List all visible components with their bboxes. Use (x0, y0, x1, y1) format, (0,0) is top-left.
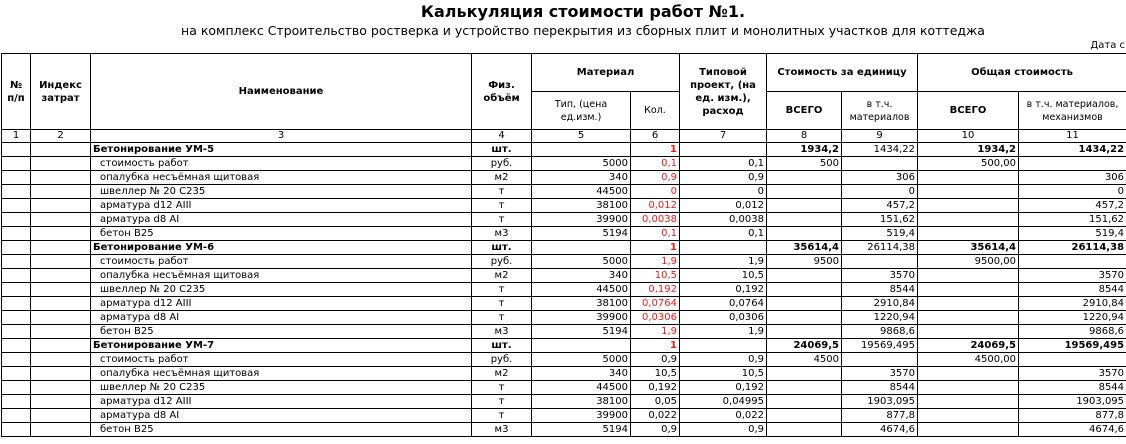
item-qty: 0,022 (631, 409, 680, 423)
item-name: арматура d8 AI (91, 409, 472, 423)
item-total (918, 283, 1019, 297)
cell-index (31, 381, 91, 395)
item-row (2, 367, 1126, 381)
item-unit-total (767, 283, 842, 297)
item-name: арматура d8 AI (91, 213, 472, 227)
header-mat-type: Тип, (цена ед.изм.) (532, 92, 631, 130)
item-unit-mat: 151,62 (842, 213, 918, 227)
column-number-row (2, 130, 1126, 143)
item-unit: м3 (472, 325, 532, 339)
item-row (2, 213, 1126, 227)
cell-num (2, 157, 31, 171)
item-total (918, 367, 1019, 381)
header-name: Наименование (91, 54, 472, 130)
item-unit: т (472, 311, 532, 325)
item-name: бетон В25 (91, 227, 472, 241)
item-total (918, 171, 1019, 185)
item-total (918, 269, 1019, 283)
section-unit-mat: 26114,38 (842, 241, 918, 255)
cell-num (2, 353, 31, 367)
item-row (2, 381, 1126, 395)
item-total-mat: 3570 (1019, 269, 1126, 283)
item-typical: 0,04995 (680, 395, 767, 409)
item-row (2, 171, 1126, 185)
item-qty: 0,192 (631, 381, 680, 395)
cell-index (31, 143, 91, 157)
item-row (2, 325, 1126, 339)
item-unit-total (767, 227, 842, 241)
item-unit-total (767, 199, 842, 213)
item-row (2, 269, 1126, 283)
item-row (2, 409, 1126, 423)
cell-index (31, 367, 91, 381)
item-unit-mat: 9868,6 (842, 325, 918, 339)
item-unit: т (472, 185, 532, 199)
item-total-mat: 1903,095 (1019, 395, 1126, 409)
cell-price (532, 241, 631, 255)
section-name: Бетонирование УМ-5 (91, 143, 472, 157)
item-row (2, 297, 1126, 311)
cell-num (2, 171, 31, 185)
section-unit-mat: 19569,495 (842, 339, 918, 353)
cell-index (31, 171, 91, 185)
item-price: 44500 (532, 283, 631, 297)
item-total (918, 395, 1019, 409)
item-total-mat: 0 (1019, 185, 1126, 199)
item-row (2, 311, 1126, 325)
item-typical: 0,192 (680, 381, 767, 395)
item-typical: 0,0764 (680, 297, 767, 311)
item-total-mat (1019, 157, 1126, 171)
col-number: 5 (532, 130, 631, 143)
cell-num (2, 325, 31, 339)
item-typical: 0,9 (680, 423, 767, 437)
item-unit-total (767, 409, 842, 423)
item-total-mat (1019, 353, 1126, 367)
item-typical: 0,012 (680, 199, 767, 213)
item-price: 39900 (532, 311, 631, 325)
item-name: стоимость работ (91, 255, 472, 269)
item-unit: т (472, 283, 532, 297)
cell-num (2, 269, 31, 283)
cell-price (532, 143, 631, 157)
item-price: 5194 (532, 227, 631, 241)
item-unit-total (767, 395, 842, 409)
item-unit-total (767, 185, 842, 199)
cell-index (31, 241, 91, 255)
item-total (918, 409, 1019, 423)
item-price: 5000 (532, 353, 631, 367)
header-index: Индекс затрат (31, 54, 91, 130)
cell-num (2, 395, 31, 409)
item-unit-total (767, 381, 842, 395)
item-name: швеллер № 20 С235 (91, 185, 472, 199)
item-name: стоимость работ (91, 157, 472, 171)
item-row (2, 199, 1126, 213)
cell-index (31, 409, 91, 423)
item-unit-mat (842, 157, 918, 171)
section-total-mat: 26114,38 (1019, 241, 1126, 255)
item-typical: 1,9 (680, 325, 767, 339)
item-qty: 0,1 (631, 157, 680, 171)
cell-num (2, 283, 31, 297)
header-unit-cost: Стоимость за единицу (767, 54, 918, 92)
item-unit-total (767, 171, 842, 185)
col-number: 7 (680, 130, 767, 143)
col-number: 3 (91, 130, 472, 143)
item-typical: 0 (680, 185, 767, 199)
item-qty: 0,9 (631, 353, 680, 367)
cell-num (2, 339, 31, 353)
cell-num (2, 409, 31, 423)
item-qty: 1,9 (631, 325, 680, 339)
item-unit-mat: 1903,095 (842, 395, 918, 409)
cost-table (1, 53, 1126, 437)
item-qty: 0,012 (631, 199, 680, 213)
section-name: Бетонирование УМ-6 (91, 241, 472, 255)
item-total: 500,00 (918, 157, 1019, 171)
item-unit-total (767, 423, 842, 437)
cell-num (2, 227, 31, 241)
cell-index (31, 199, 91, 213)
cell-index (31, 269, 91, 283)
item-unit: м3 (472, 423, 532, 437)
section-unit: шт. (472, 143, 532, 157)
item-unit: т (472, 409, 532, 423)
section-qty: 1 (631, 339, 680, 353)
item-name: швеллер № 20 С235 (91, 381, 472, 395)
item-price: 39900 (532, 213, 631, 227)
item-total-mat: 3570 (1019, 367, 1126, 381)
item-total (918, 199, 1019, 213)
section-qty: 1 (631, 143, 680, 157)
item-price: 44500 (532, 381, 631, 395)
item-qty: 0,192 (631, 283, 680, 297)
item-unit-mat: 1220,94 (842, 311, 918, 325)
item-name: опалубка несъёмная щитовая (91, 367, 472, 381)
section-row (2, 143, 1126, 157)
cell-index (31, 213, 91, 227)
item-qty: 0,0038 (631, 213, 680, 227)
section-total-mat: 19569,495 (1019, 339, 1126, 353)
item-unit-total: 9500 (767, 255, 842, 269)
cell-index (31, 395, 91, 409)
col-number: 1 (2, 130, 31, 143)
section-name: Бетонирование УМ-7 (91, 339, 472, 353)
item-price: 340 (532, 269, 631, 283)
cell-index (31, 185, 91, 199)
header-total-total: ВСЕГО (918, 92, 1019, 130)
item-typical: 1,9 (680, 255, 767, 269)
cell-index (31, 297, 91, 311)
cell-typical (680, 339, 767, 353)
item-total-mat: 151,62 (1019, 213, 1126, 227)
item-unit: т (472, 199, 532, 213)
section-unit: шт. (472, 241, 532, 255)
section-row (2, 241, 1126, 255)
cell-num (2, 143, 31, 157)
item-typical: 0,1 (680, 157, 767, 171)
cell-num (2, 199, 31, 213)
item-typical: 0,0306 (680, 311, 767, 325)
item-total-mat: 306 (1019, 171, 1126, 185)
cell-index (31, 423, 91, 437)
item-qty: 0,0306 (631, 311, 680, 325)
item-price: 38100 (532, 395, 631, 409)
item-unit: м2 (472, 269, 532, 283)
item-row (2, 255, 1126, 269)
item-unit-mat: 3570 (842, 367, 918, 381)
item-name: стоимость работ (91, 353, 472, 367)
item-name: бетон В25 (91, 325, 472, 339)
header-num: № п/п (2, 54, 31, 130)
item-unit-total (767, 325, 842, 339)
cell-num (2, 367, 31, 381)
col-number: 4 (472, 130, 532, 143)
item-qty: 0,0764 (631, 297, 680, 311)
item-unit-mat: 4674,6 (842, 423, 918, 437)
cell-num (2, 423, 31, 437)
cell-typical (680, 241, 767, 255)
item-name: швеллер № 20 С235 (91, 283, 472, 297)
item-total-mat: 8544 (1019, 381, 1126, 395)
item-unit-mat: 0 (842, 185, 918, 199)
document-subtitle: на комплекс Строительство ростверка и устройство перекрытия из сборных плит и монолитных участков для коттеджа (181, 23, 985, 38)
item-total (918, 297, 1019, 311)
header-unit-mat: в т.ч. материалов (842, 92, 918, 130)
item-qty: 0,05 (631, 395, 680, 409)
item-typical: 0,1 (680, 227, 767, 241)
document-title: Калькуляция стоимости работ №1. (420, 2, 746, 21)
header-unit-total: ВСЕГО (767, 92, 842, 130)
item-qty: 10,5 (631, 269, 680, 283)
item-name: опалубка несъёмная щитовая (91, 171, 472, 185)
cell-index (31, 227, 91, 241)
section-unit: шт. (472, 339, 532, 353)
section-unit-total: 35614,4 (767, 241, 842, 255)
item-unit: т (472, 297, 532, 311)
item-price: 39900 (532, 409, 631, 423)
item-price: 5000 (532, 157, 631, 171)
section-total: 1934,2 (918, 143, 1019, 157)
item-price: 5194 (532, 423, 631, 437)
date-label: Дата с (1090, 40, 1125, 51)
item-row (2, 227, 1126, 241)
cell-index (31, 325, 91, 339)
item-name: арматура d12 AIII (91, 297, 472, 311)
item-unit-total: 500 (767, 157, 842, 171)
item-unit: м2 (472, 171, 532, 185)
item-typical: 10,5 (680, 269, 767, 283)
header-material: Материал (532, 54, 680, 92)
item-total-mat: 457,2 (1019, 199, 1126, 213)
item-row (2, 283, 1126, 297)
section-total: 35614,4 (918, 241, 1019, 255)
item-total-mat: 2910,84 (1019, 297, 1126, 311)
item-total (918, 381, 1019, 395)
table-body (2, 143, 1126, 437)
item-unit-total (767, 269, 842, 283)
item-unit-total (767, 311, 842, 325)
cell-index (31, 283, 91, 297)
item-price: 38100 (532, 297, 631, 311)
cell-typical (680, 143, 767, 157)
item-total-mat: 1220,94 (1019, 311, 1126, 325)
item-qty: 1,9 (631, 255, 680, 269)
item-unit-mat: 3570 (842, 269, 918, 283)
section-unit-total: 24069,5 (767, 339, 842, 353)
col-number: 2 (31, 130, 91, 143)
cell-index (31, 157, 91, 171)
item-unit: т (472, 213, 532, 227)
col-number: 9 (842, 130, 918, 143)
cell-index (31, 353, 91, 367)
item-price: 340 (532, 367, 631, 381)
item-unit-mat: 877,8 (842, 409, 918, 423)
section-total: 24069,5 (918, 339, 1019, 353)
col-number: 11 (1019, 130, 1126, 143)
section-qty: 1 (631, 241, 680, 255)
section-unit-mat: 1434,22 (842, 143, 918, 157)
item-total: 4500,00 (918, 353, 1019, 367)
item-row (2, 185, 1126, 199)
item-unit: руб. (472, 255, 532, 269)
item-total-mat: 4674,6 (1019, 423, 1126, 437)
item-row (2, 395, 1126, 409)
header-mat-qty: Кол. (631, 92, 680, 130)
item-unit-mat: 457,2 (842, 199, 918, 213)
item-name: арматура d12 AIII (91, 199, 472, 213)
item-name: опалубка несъёмная щитовая (91, 269, 472, 283)
cell-num (2, 255, 31, 269)
item-typical: 0,9 (680, 171, 767, 185)
item-unit-mat (842, 353, 918, 367)
item-total (918, 185, 1019, 199)
col-number: 8 (767, 130, 842, 143)
item-price: 44500 (532, 185, 631, 199)
header-volume: Физ. объём (472, 54, 532, 130)
section-unit-total: 1934,2 (767, 143, 842, 157)
header-typical: Типовой проект, (на ед. изм.), расход (680, 54, 767, 130)
cell-num (2, 213, 31, 227)
cell-index (31, 255, 91, 269)
item-row (2, 423, 1126, 437)
item-unit-mat: 2910,84 (842, 297, 918, 311)
item-total (918, 213, 1019, 227)
col-number: 10 (918, 130, 1019, 143)
item-unit-total: 4500 (767, 353, 842, 367)
item-name: арматура d12 AIII (91, 395, 472, 409)
item-unit-total (767, 213, 842, 227)
item-qty: 0,9 (631, 423, 680, 437)
item-qty: 0,1 (631, 227, 680, 241)
cell-num (2, 185, 31, 199)
item-unit: м2 (472, 367, 532, 381)
item-qty: 0 (631, 185, 680, 199)
cell-num (2, 311, 31, 325)
item-typical: 0,9 (680, 353, 767, 367)
item-unit: т (472, 381, 532, 395)
section-total-mat: 1434,22 (1019, 143, 1126, 157)
item-name: арматура d8 AI (91, 311, 472, 325)
item-unit-total (767, 297, 842, 311)
cell-index (31, 311, 91, 325)
header-total-mat: в т.ч. материалов, механизмов (1019, 92, 1126, 130)
item-total (918, 423, 1019, 437)
item-price: 340 (532, 171, 631, 185)
cell-num (2, 381, 31, 395)
item-row (2, 157, 1126, 171)
item-unit-mat: 519,4 (842, 227, 918, 241)
item-row (2, 353, 1126, 367)
item-unit-mat: 8544 (842, 381, 918, 395)
item-unit: руб. (472, 157, 532, 171)
item-unit: руб. (472, 353, 532, 367)
cell-num (2, 297, 31, 311)
cell-index (31, 339, 91, 353)
item-total (918, 227, 1019, 241)
item-typical: 10,5 (680, 367, 767, 381)
header-total-cost: Общая стоимость (918, 54, 1126, 92)
col-number: 6 (631, 130, 680, 143)
item-qty: 10,5 (631, 367, 680, 381)
cell-price (532, 339, 631, 353)
cell-num (2, 241, 31, 255)
item-total-mat: 877,8 (1019, 409, 1126, 423)
item-total-mat: 9868,6 (1019, 325, 1126, 339)
item-total: 9500,00 (918, 255, 1019, 269)
item-unit-mat (842, 255, 918, 269)
item-price: 38100 (532, 199, 631, 213)
item-total-mat (1019, 255, 1126, 269)
item-price: 5194 (532, 325, 631, 339)
item-typical: 0,022 (680, 409, 767, 423)
item-total-mat: 519,4 (1019, 227, 1126, 241)
item-name: бетон В25 (91, 423, 472, 437)
section-row (2, 339, 1126, 353)
item-total-mat: 8544 (1019, 283, 1126, 297)
item-unit-mat: 306 (842, 171, 918, 185)
item-total (918, 311, 1019, 325)
item-unit-mat: 8544 (842, 283, 918, 297)
item-price: 5000 (532, 255, 631, 269)
item-total (918, 325, 1019, 339)
item-typical: 0,0038 (680, 213, 767, 227)
item-qty: 0,9 (631, 171, 680, 185)
item-unit: м3 (472, 227, 532, 241)
item-unit-total (767, 367, 842, 381)
item-typical: 0,192 (680, 283, 767, 297)
item-unit: т (472, 395, 532, 409)
